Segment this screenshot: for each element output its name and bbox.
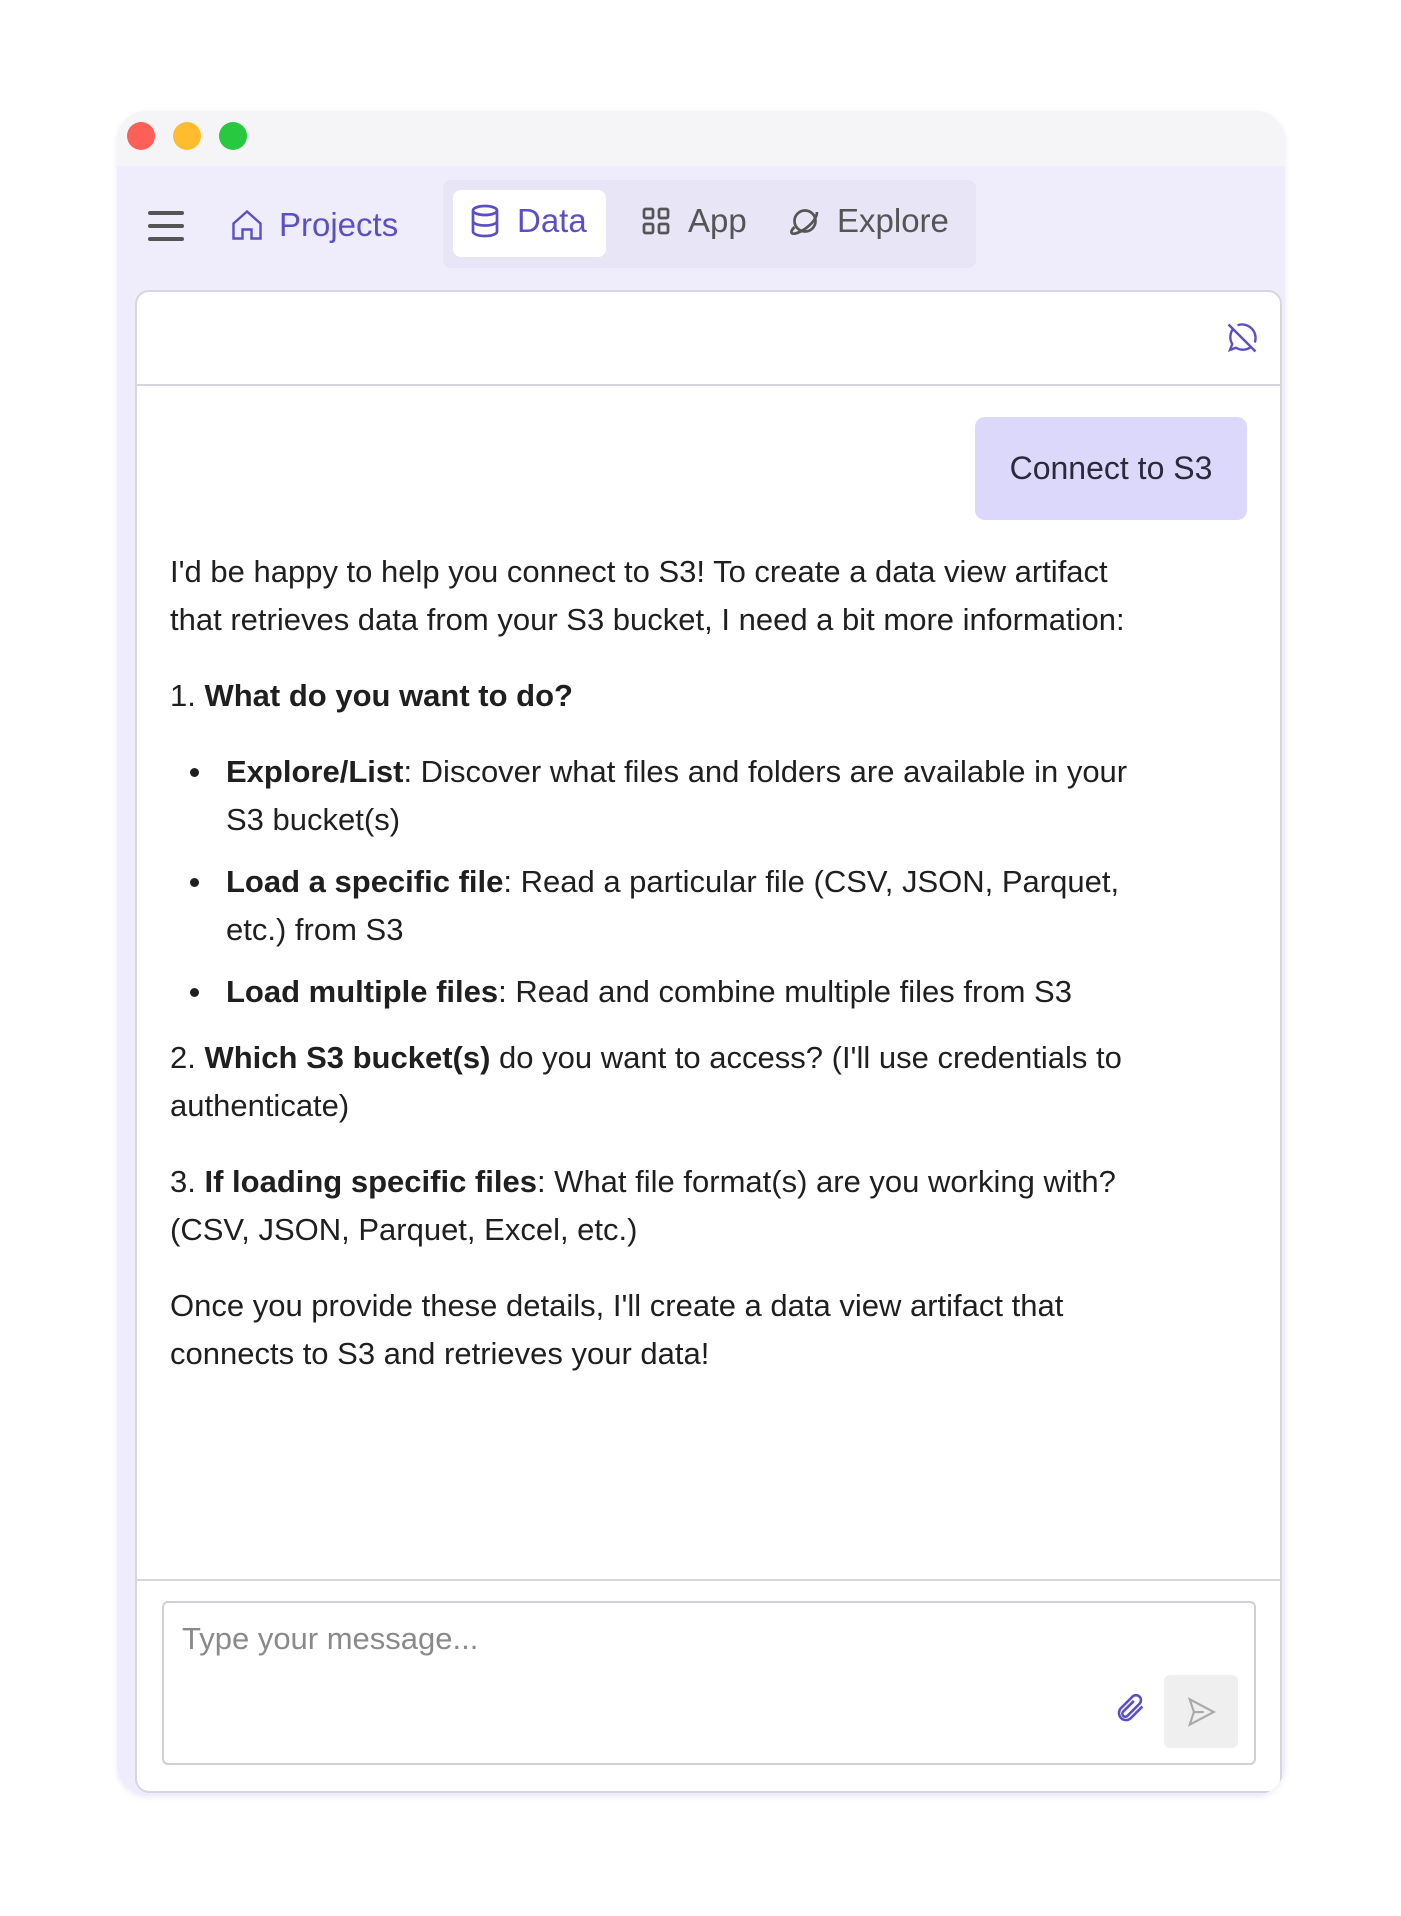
database-icon (467, 203, 503, 239)
tab-data-content[interactable] (467, 202, 587, 240)
nav-projects-label: Projects (279, 206, 399, 243)
assistant-outro: Once you provide these details, I'll create a data view artifact that connects to S3 and retrieves your data! (170, 1288, 1064, 1371)
tab-app-label: App (688, 202, 747, 239)
question-1 (170, 672, 1130, 720)
tab-explore-label: Explore (837, 202, 949, 239)
q3-text: : What file format(s) are you working with? (CSV, JSON, Parquet, Excel, etc.) (170, 1164, 1116, 1247)
q2-bold: Which S3 bucket(s) (204, 1040, 491, 1075)
send-icon (1184, 1695, 1218, 1729)
title-bar (117, 111, 1285, 166)
question-3 (170, 1158, 1130, 1254)
send-button[interactable] (1164, 1675, 1238, 1748)
chat-off-icon[interactable] (1224, 320, 1260, 356)
tab-data-label: Data (517, 202, 587, 239)
list-item (170, 858, 1130, 954)
message-input[interactable] (162, 1601, 1256, 1765)
composer (137, 1579, 1280, 1793)
question-2 (170, 1034, 1130, 1130)
q3-bold: If loading specific files (204, 1164, 537, 1199)
user-message-text: Connect to S3 (1009, 450, 1213, 486)
app-window (117, 111, 1285, 1795)
q2-text: do you want to access? (I'll use credentials to authenticate) (170, 1040, 1122, 1123)
zoom-window-button[interactable] (219, 122, 247, 150)
bullet-bold: Explore/List (226, 754, 404, 789)
list-item (170, 968, 1130, 1016)
home-icon (229, 207, 265, 243)
tab-group (443, 180, 976, 268)
q2-number: 2. (170, 1040, 196, 1075)
chat-panel (135, 290, 1282, 1793)
chat-header (137, 292, 1280, 386)
planet-icon (787, 203, 823, 239)
bullet-bold: Load a specific file (226, 864, 504, 899)
bullet-text: : Discover what files and folders are available in your S3 bucket(s) (226, 754, 1128, 837)
paperclip-icon[interactable] (1114, 1691, 1148, 1725)
minimize-window-button[interactable] (173, 122, 201, 150)
tab-explore[interactable] (787, 202, 949, 240)
bullet-text: : Read a particular file (CSV, JSON, Parquet, etc.) from S3 (226, 864, 1120, 947)
assistant-message (170, 548, 1130, 1406)
menu-icon[interactable] (148, 211, 184, 241)
user-message-bubble (975, 417, 1247, 520)
top-nav (117, 166, 1285, 291)
q1-bold: What do you want to do? (204, 678, 573, 713)
assistant-intro: I'd be happy to help you connect to S3! To create a data view artifact that retrieves data from your S3 bucket, I need a bit more information: (170, 554, 1125, 637)
bullet-bold: Load multiple files (226, 974, 499, 1009)
options-list (170, 748, 1130, 1016)
nav-projects[interactable] (229, 206, 398, 244)
close-window-button[interactable] (127, 122, 155, 150)
tab-app[interactable] (638, 202, 747, 240)
list-item (170, 748, 1130, 844)
q1-number: 1. (170, 678, 196, 713)
grid-icon (638, 203, 674, 239)
q3-number: 3. (170, 1164, 196, 1199)
bullet-text: : Read and combine multiple files from S3 (498, 974, 1072, 1009)
message-placeholder: Type your message... (182, 1621, 479, 1656)
